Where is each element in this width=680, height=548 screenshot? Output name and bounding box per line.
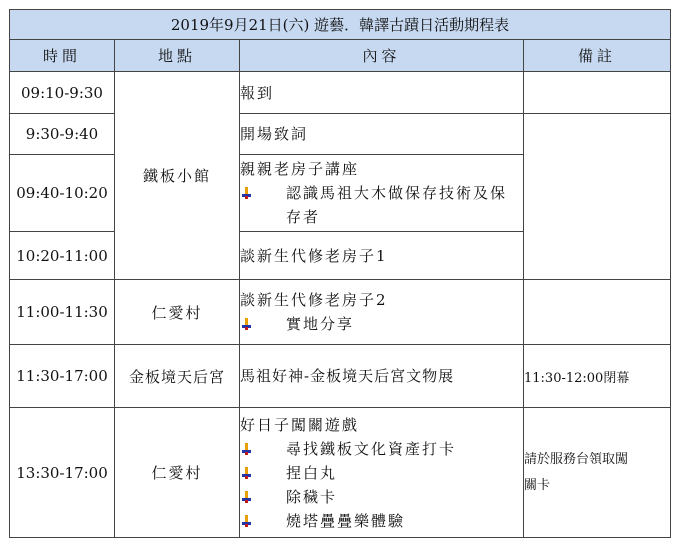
bullet-icon	[242, 467, 251, 479]
content-title: 好日子闖關遊戲	[240, 415, 360, 434]
row-note: 11:30-12:00閉幕	[524, 345, 671, 408]
header-place: 地點	[115, 40, 240, 72]
row-content	[240, 114, 524, 155]
header-note: 備註	[524, 40, 671, 72]
row-content	[240, 408, 524, 538]
bullet-icon	[242, 515, 251, 527]
row-time: 09:10-9:30	[10, 72, 115, 114]
schedule-table	[9, 9, 671, 538]
bullet-icon	[242, 443, 251, 455]
bullet-icon	[242, 187, 251, 199]
row-place: 仁愛村	[115, 408, 240, 538]
row-note	[524, 280, 671, 345]
row-place: 仁愛村	[115, 280, 240, 345]
row-content	[240, 155, 524, 232]
bullet-item	[240, 461, 523, 485]
row-time: 13:30-17:00	[10, 408, 115, 538]
note-text: 請於服務台領取闖關卡	[524, 451, 629, 493]
row-content	[240, 280, 524, 345]
bullet-text: 燒塔疊疊樂體驗	[286, 511, 406, 530]
bullet-item	[240, 181, 523, 229]
row-note	[524, 114, 671, 280]
bullet-item	[240, 312, 523, 336]
bullet-text: 認識馬祖大木做保存技術及保存者	[286, 184, 508, 226]
header-time: 時間	[10, 40, 115, 72]
content-text: 開場致詞	[240, 125, 309, 143]
row-time: 9:30-9:40	[10, 114, 115, 155]
row-place: 金板境天后宮	[115, 345, 240, 408]
bullet-text: 尋找鐵板文化資產打卡	[286, 439, 457, 458]
content-title: 談新生代修老房子2	[240, 291, 388, 309]
row-time: 09:40-10:20	[10, 155, 115, 232]
content-text: 報到	[240, 83, 275, 102]
bullet-text: 實地分享	[286, 315, 355, 333]
bullet-item	[240, 485, 523, 509]
content-text: 馬祖好神-金板境天后宮文物展	[240, 367, 455, 385]
row-time: 10:20-11:00	[10, 232, 115, 280]
bullet-icon	[242, 318, 251, 330]
bullet-text: 捏白丸	[286, 463, 338, 482]
header-content: 內容	[240, 40, 524, 72]
bullet-item	[240, 437, 523, 461]
bullet-item	[240, 509, 523, 533]
row-content	[240, 72, 524, 114]
bullet-text: 除穢卡	[286, 487, 338, 506]
row-content	[240, 345, 524, 408]
bullet-icon	[242, 491, 251, 503]
content-title: 親親老房子講座	[240, 160, 360, 178]
table-title: 2019年9月21日(六) 遊藝．韓譯古蹟日活動期程表	[10, 10, 671, 40]
row-content	[240, 232, 524, 280]
row-note	[524, 408, 671, 538]
row-note	[524, 72, 671, 114]
row-time: 11:00-11:30	[10, 280, 115, 345]
row-place: 鐵板小館	[115, 72, 240, 280]
content-text: 談新生代修老房子1	[240, 246, 388, 265]
row-time: 11:30-17:00	[10, 345, 115, 408]
